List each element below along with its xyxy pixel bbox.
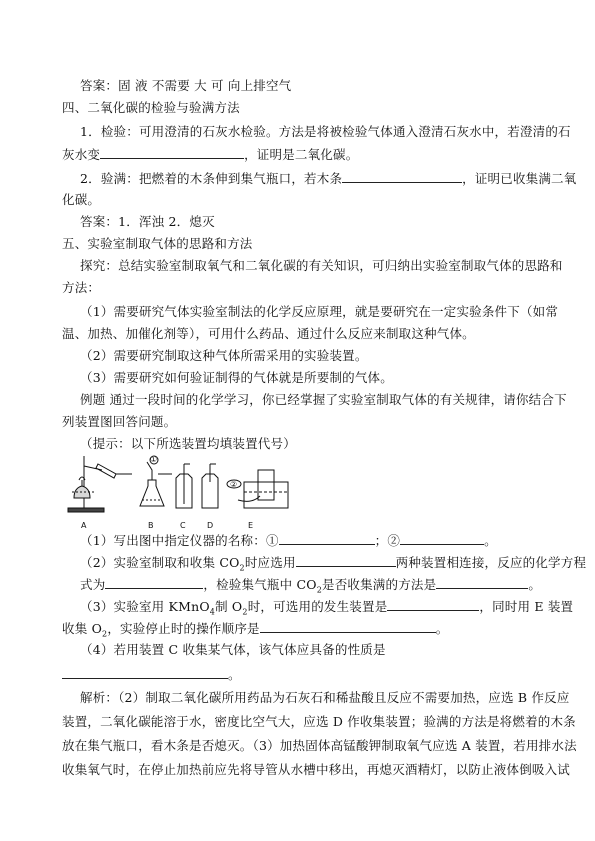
q3-text-7: 。: [435, 621, 449, 636]
apparatus-drawing: [62, 450, 292, 544]
full-text-2: ，证明已收集满二氧: [462, 171, 577, 186]
apparatus-e: [227, 470, 288, 508]
answer-line-2: 答案：1．浑浊 2．熄灭: [80, 214, 215, 229]
q1-text-2: ；②: [374, 533, 401, 548]
q1-text-3: 。: [484, 533, 497, 548]
point-1-line-b: 温、加热、加催化剂等），可用什么药品、通过什么反应来制取这种气体。: [62, 326, 475, 341]
answer-blank: [260, 620, 436, 633]
answer-blank: [62, 666, 228, 679]
q2-text-4: 式为: [80, 577, 106, 592]
question-4: （4）若用装置 C 收集某气体，该气体应具备的性质是: [80, 642, 386, 657]
check-text-2: ，证明是二氧化碳。: [244, 147, 359, 162]
point-2: （2）需要研究制取这种气体所需采用的实验装置。: [80, 348, 368, 363]
question-2-line-a: [80, 554, 586, 577]
example-line-b: 列装置图回答问题。: [62, 414, 177, 429]
q3-sub-2: 2: [242, 607, 248, 617]
apparatus-a: [68, 456, 132, 512]
answer-blank: [296, 554, 396, 567]
check-line-b: [62, 146, 358, 163]
full-line-a: [80, 170, 576, 187]
label-b: B: [148, 521, 154, 530]
apparatus-d: [202, 464, 218, 508]
question-2-line-b: [80, 576, 541, 599]
q2-text-3: 两种装置相连接，反应的化学方程: [395, 555, 587, 570]
q3-text-1: （3）实验室用 KMnO: [80, 599, 210, 614]
answer-blank: [279, 532, 375, 545]
answer-blank: [400, 532, 484, 545]
mark-1: ①: [150, 455, 158, 464]
q4-end: 。: [228, 667, 241, 682]
section-4-title: 四、二氧化碳的检验与验满方法: [62, 100, 240, 115]
q2-text-7: 。: [528, 577, 542, 592]
label-d: D: [207, 521, 214, 530]
question-3-line-b: [62, 620, 448, 643]
full-line-b: 化碳。: [62, 192, 101, 207]
mark-2: ②: [230, 480, 238, 489]
label-c: C: [180, 521, 186, 530]
check-text-1: 灰水变: [62, 147, 101, 162]
apparatus-c: [176, 464, 192, 508]
question-4-answer-line: [62, 666, 241, 683]
q3-text-5: 收集 O: [62, 621, 103, 636]
q2-text-6: 是否收集满的方法是: [322, 577, 437, 592]
section-5-title: 五、实验室制取气体的思路和方法: [62, 236, 253, 251]
solution-line-b: 装置，二氧化碳能溶于水，密度比空气大，应选 D 作收集装置；验满的方法是将燃着的木条: [62, 714, 576, 729]
q3-text-6: ，实验停止时的操作顺序是: [107, 621, 260, 636]
question-3-line-a: [80, 598, 573, 621]
check-line-a: 1．检验：可用澄清的石灰水检验。方法是将被检验气体通入澄清石灰水中，若澄清的石: [80, 124, 571, 139]
answer-blank: [436, 576, 528, 589]
q3-sub-1: 4: [209, 607, 216, 617]
q2-text-5: ，检验集气瓶中 CO: [203, 577, 317, 592]
full-text-1: 2．验满：把燃着的木条伸到集气瓶口，若木条: [80, 171, 343, 186]
explore-line-b: 方法：: [62, 280, 101, 295]
q2-sub-1: 2: [239, 563, 245, 573]
q3-text-4: ，同时用 E 装置: [479, 599, 574, 614]
question-1: [80, 532, 497, 549]
answer-line-1: 答案：固 液 不需要 大 可 向上排空气: [80, 78, 292, 93]
label-e: E: [248, 521, 254, 530]
q3-text-2: 制 O: [215, 599, 243, 614]
answer-blank: [387, 598, 479, 611]
q2-sub-2: 2: [316, 585, 322, 595]
answer-blank: [100, 146, 244, 159]
answer-blank: [105, 576, 203, 589]
q1-text-1: （1）写出图中指定仪器的名称：①: [80, 533, 279, 548]
label-a: A: [81, 521, 87, 530]
point-1-line-a: （1）需要研究气体实验室制法的化学反应原理，就是要研究在一定实验条件下（如常: [80, 304, 559, 319]
q3-sub-3: 2: [102, 629, 108, 639]
q2-text-1: （2）实验室制取和收集 CO: [80, 555, 240, 570]
example-line-a: 例题 通过一段时间的化学学习，你已经掌握了实验室制取气体的有关规律，请你结合下: [80, 392, 567, 407]
point-3: （3）需要研究如何验证制得的气体就是所要制的气体。: [80, 370, 393, 385]
hint-line: （提示：以下所选装置均填装置代号）: [80, 436, 296, 451]
q2-text-2: 时应选用: [244, 555, 296, 570]
apparatus-figure: [62, 450, 292, 544]
solution-line-d: 收集氧气时，在停止加热前应先将导管从水槽中移出，再熄灭酒精灯，以防止液体倒吸入试: [62, 762, 571, 777]
solution-line-c: 放在集气瓶口，看木条是否熄灭。（3）加热固体高锰酸钾制取氧气应选 A 装置，若用排水法: [62, 738, 577, 753]
answer-blank: [342, 170, 462, 183]
explore-line-a: 探究：总结实验室制取氧气和二氧化碳的有关知识，可归纳出实验室制取气体的思路和: [80, 258, 563, 273]
solution-line-a: 解析：（2）制取二氧化碳所用药品为石灰石和稀盐酸且反应不需要加热，应选 B 作反应: [80, 690, 570, 705]
q3-text-3: 时，可选用的发生装置是: [247, 599, 388, 614]
